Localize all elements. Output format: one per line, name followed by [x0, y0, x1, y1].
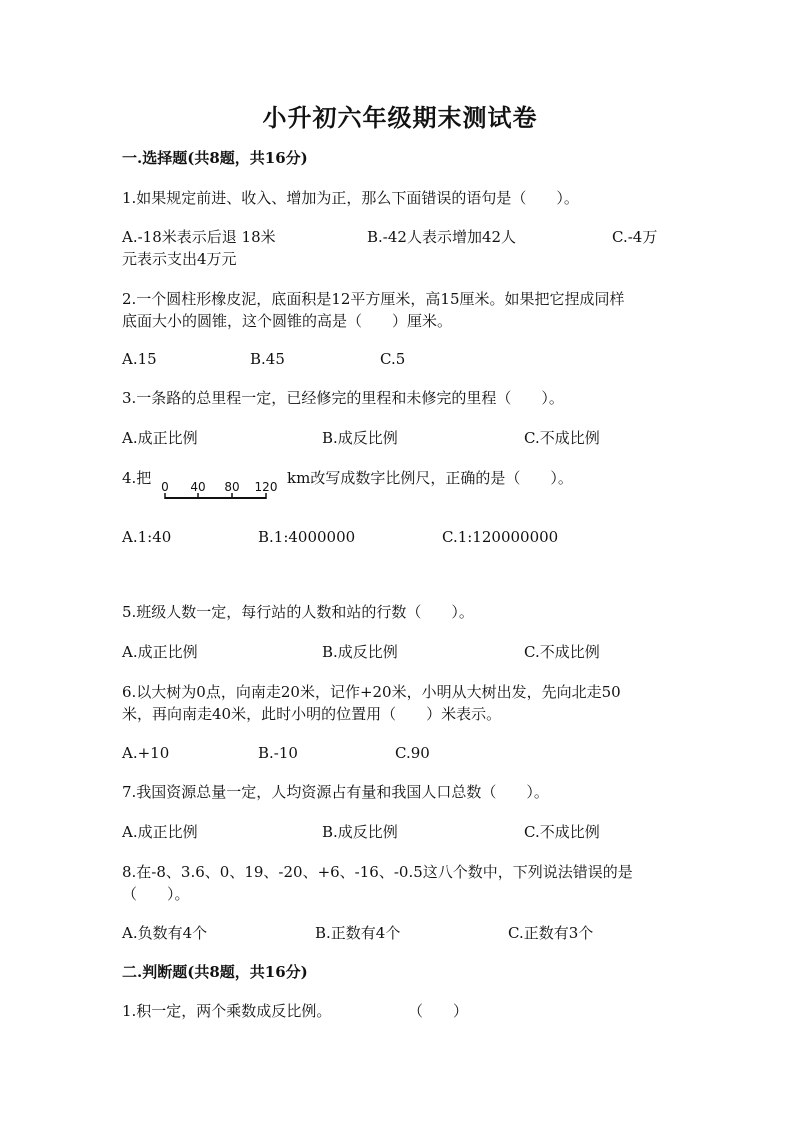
- question-8-option-a[interactable]: A.负数有4个: [122, 924, 208, 942]
- question-6-option-a[interactable]: A.+10: [122, 744, 170, 762]
- question-1-option-c-continued: 元表示支出4万元: [122, 250, 237, 268]
- question-1-option-c[interactable]: C.-4万: [612, 228, 658, 246]
- question-6-option-c[interactable]: C.90: [395, 744, 430, 762]
- scale-tick-label-40: 40: [190, 480, 206, 494]
- judgement-1-answer-blank[interactable]: （ ）: [408, 1002, 469, 1020]
- question-4-option-c[interactable]: C.1:120000000: [442, 528, 559, 546]
- judgement-1-text: 1.积一定，两个乘数成反比例。: [122, 1002, 332, 1020]
- question-2-option-c[interactable]: C.5: [380, 350, 406, 368]
- question-8-option-b[interactable]: B.正数有4个: [315, 924, 401, 942]
- question-1-option-b[interactable]: B.-42人表示增加42人: [367, 228, 517, 246]
- question-8-text-line1: 8.在-8、3.6、0、19、-20、+6、-16、-0.5这八个数中，下列说法错误的是: [122, 863, 633, 881]
- question-3-option-a[interactable]: A.成正比例: [122, 429, 198, 447]
- question-2-text-line1: 2.一个圆柱形橡皮泥，底面积是12平方厘米，高15厘米。如果把它捏成同样: [122, 290, 625, 308]
- question-6-text-line2: 米，再向南走40米，此时小明的位置用（ ）米表示。: [122, 705, 502, 723]
- line-scale-figure: [158, 474, 282, 504]
- question-4-option-b[interactable]: B.1:4000000: [258, 528, 356, 546]
- question-8-text-line2: （ ）。: [122, 885, 190, 903]
- section-heading-choice: 一.选择题(共8题，共16分): [122, 149, 308, 167]
- scale-tick-label-120: 120: [254, 480, 278, 494]
- question-5-option-b[interactable]: B.成反比例: [322, 643, 398, 661]
- question-3-option-c[interactable]: C.不成比例: [524, 429, 600, 447]
- question-2-option-b[interactable]: B.45: [250, 350, 285, 368]
- question-2-option-a[interactable]: A.15: [122, 350, 157, 368]
- question-8-option-c[interactable]: C.正数有3个: [508, 924, 594, 942]
- question-2-text-line2: 底面大小的圆锥，这个圆锥的高是（ ）厘米。: [122, 312, 453, 330]
- question-5-text: 5.班级人数一定，每行站的人数和站的行数（ ）。: [122, 603, 474, 621]
- question-4-suffix: km改写成数字比例尺，正确的是（ ）。: [287, 469, 573, 487]
- question-6-text-line1: 6.以大树为0点，向南走20米，记作+20米，小明从大树出发，先向北走50: [122, 683, 621, 701]
- scale-tick-label-80: 80: [224, 480, 240, 494]
- question-7-option-a[interactable]: A.成正比例: [122, 823, 198, 841]
- question-7-text: 7.我国资源总量一定，人均资源占有量和我国人口总数（ ）。: [122, 783, 549, 801]
- question-4-option-a[interactable]: A.1:40: [122, 528, 172, 546]
- question-7-option-c[interactable]: C.不成比例: [524, 823, 600, 841]
- scale-tick-label-0: 0: [161, 480, 169, 494]
- question-1-text: 1.如果规定前进、收入、增加为正，那么下面错误的语句是（ ）。: [122, 189, 579, 207]
- question-5-option-a[interactable]: A.成正比例: [122, 643, 198, 661]
- question-4-prefix: 4.把: [122, 469, 152, 487]
- question-5-option-c[interactable]: C.不成比例: [524, 643, 600, 661]
- section-heading-judgement: 二.判断题(共8题，共16分): [122, 963, 308, 981]
- question-3-option-b[interactable]: B.成反比例: [322, 429, 398, 447]
- question-1-option-a[interactable]: A.-18米表示后退 18米: [122, 228, 276, 246]
- page-title: 小升初六年级期末测试卷: [262, 103, 538, 132]
- question-6-option-b[interactable]: B.-10: [258, 744, 298, 762]
- question-3-text: 3.一条路的总里程一定，已经修完的里程和未修完的里程（ ）。: [122, 389, 564, 407]
- question-7-option-b[interactable]: B.成反比例: [322, 823, 398, 841]
